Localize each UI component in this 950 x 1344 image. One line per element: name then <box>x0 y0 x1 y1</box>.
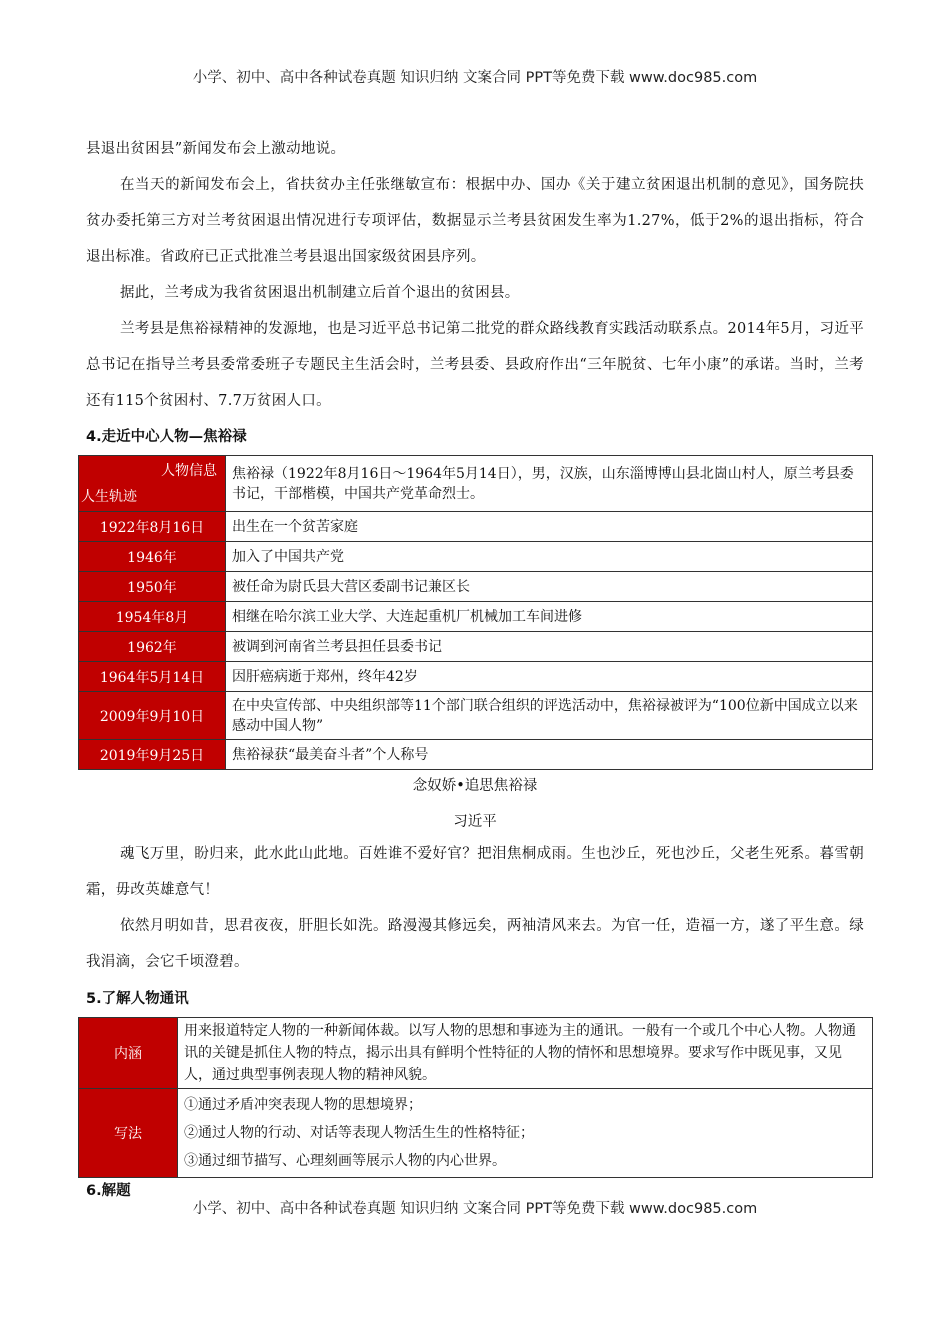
date-cell: 1946年 <box>79 542 226 572</box>
meaning-text: 用来报道特定人物的一种新闻体裁。以写人物的思想和事迹为主的通讯。一般有一个或几个中心人物。人物通讯的关键是抓住人物的特点，揭示出具有鲜明个性特征的人物的情怀和思想境界。要求写作中既见事，又见人，通过典型事例表现人物的精神风貌。 <box>178 1018 873 1089</box>
section-4-heading: 4.走近中心人物—焦裕禄 <box>86 429 247 445</box>
page-footer: 小学、初中、高中各种试卷真题 知识归纳 文案合同 PPT等免费下载 www.doc985.com <box>192 1201 758 1217</box>
event-cell: 焦裕禄获“最美奋斗者”个人称号 <box>226 740 873 770</box>
event-cell: 出生在一个贫苦家庭 <box>226 512 873 542</box>
paragraph-3: 据此，兰考成为我省贫困退出机制建立后首个退出的贫困县。 <box>120 285 520 301</box>
paragraph-1: 县退出贫困县”新闻发布会上激动地说。 <box>86 141 346 157</box>
page-header: 小学、初中、高中各种试卷真题 知识归纳 文案合同 PPT等免费下载 www.doc985.com <box>192 70 758 86</box>
date-cell: 1954年8月 <box>79 602 226 632</box>
section-6-heading: 6.解题 <box>86 1183 131 1199</box>
method-item: ③通过细节描写、心理刻画等展示人物的内心世界。 <box>184 1153 506 1169</box>
table-row <box>79 740 873 770</box>
table-row <box>79 602 873 632</box>
poem-author: 习近平 <box>453 814 497 830</box>
table-row <box>79 662 873 692</box>
date-cell: 2019年9月25日 <box>79 740 226 770</box>
poem-title: 念奴娇•追思焦裕禄 <box>412 778 538 794</box>
table-row <box>79 1089 873 1178</box>
event-cell: 在中央宣传部、中央组织部等11个部门联合组织的评选活动中，焦裕禄被评为“100位新中国成立以来感动中国人物” <box>226 692 873 740</box>
event-cell: 相继在哈尔滨工业大学、大连起重机厂机械加工车间进修 <box>226 602 873 632</box>
date-cell: 1964年5月14日 <box>79 662 226 692</box>
poem-stanza-1: 魂飞万里，盼归来，此水此山此地。百姓谁不爱好官？把泪焦桐成雨。生也沙丘，死也沙丘，父老生死系。暮雪朝霜，毋改英雄意气！ <box>86 846 864 898</box>
table-row <box>79 632 873 662</box>
event-cell: 被调到河南省兰考县担任县委书记 <box>226 632 873 662</box>
section-5-heading: 5.了解人物通讯 <box>86 991 189 1007</box>
poem-stanza-2: 依然月明如昔，思君夜夜，肝胆长如洗。路漫漫其修远矣，两袖清风来去。为官一任，造福一方，遂了平生意。绿我涓滴，会它千顷澄碧。 <box>86 918 864 970</box>
header-label-cell <box>79 456 226 512</box>
label-person-info: 人物信息 <box>161 462 217 479</box>
date-cell: 1922年8月16日 <box>79 512 226 542</box>
method-list <box>178 1089 873 1178</box>
meaning-label: 内涵 <box>79 1018 178 1089</box>
table-row <box>79 572 873 602</box>
feature-story-table <box>78 1017 873 1178</box>
event-cell: 因肝癌病逝于郑州，终年42岁 <box>226 662 873 692</box>
method-label: 写法 <box>79 1089 178 1178</box>
date-cell: 1962年 <box>79 632 226 662</box>
person-info-cell: 焦裕禄（1922年8月16日～1964年5月14日），男，汉族，山东淄博博山县北崮山村人，原兰考县委书记，干部楷模，中国共产党革命烈士。 <box>226 456 873 512</box>
method-item: ②通过人物的行动、对话等表现人物活生生的性格特征； <box>184 1125 534 1141</box>
jiao-yulu-timeline-table <box>78 455 873 770</box>
label-life-track: 人生轨迹 <box>81 488 137 505</box>
table-row <box>79 456 873 512</box>
event-cell: 被任命为尉氏县大营区委副书记兼区长 <box>226 572 873 602</box>
table-row <box>79 692 873 740</box>
table-row <box>79 512 873 542</box>
paragraph-4: 兰考县是焦裕禄精神的发源地，也是习近平总书记第二批党的群众路线教育实践活动联系点。2014年5月，习近平总书记在指导兰考县委常委班子专题民主生活会时，兰考县委、县政府作出“三年脱贫、七年小康”的承诺。当时，兰考还有115个贫困村、7.7万贫困人口。 <box>86 321 864 409</box>
table-row <box>79 542 873 572</box>
method-item: ①通过矛盾冲突表现人物的思想境界； <box>184 1097 422 1113</box>
paragraph-2: 在当天的新闻发布会上，省扶贫办主任张继敏宣布：根据中办、国办《关于建立贫困退出机制的意见》，国务院扶贫办委托第三方对兰考贫困退出情况进行专项评估，数据显示兰考县贫困发生率为1.27%，低于2%的退出指标，符合退出标准。省政府已正式批准兰考县退出国家级贫困县序列。 <box>86 177 864 265</box>
event-cell: 加入了中国共产党 <box>226 542 873 572</box>
date-cell: 1950年 <box>79 572 226 602</box>
date-cell: 2009年9月10日 <box>79 692 226 740</box>
table-row <box>79 1018 873 1089</box>
